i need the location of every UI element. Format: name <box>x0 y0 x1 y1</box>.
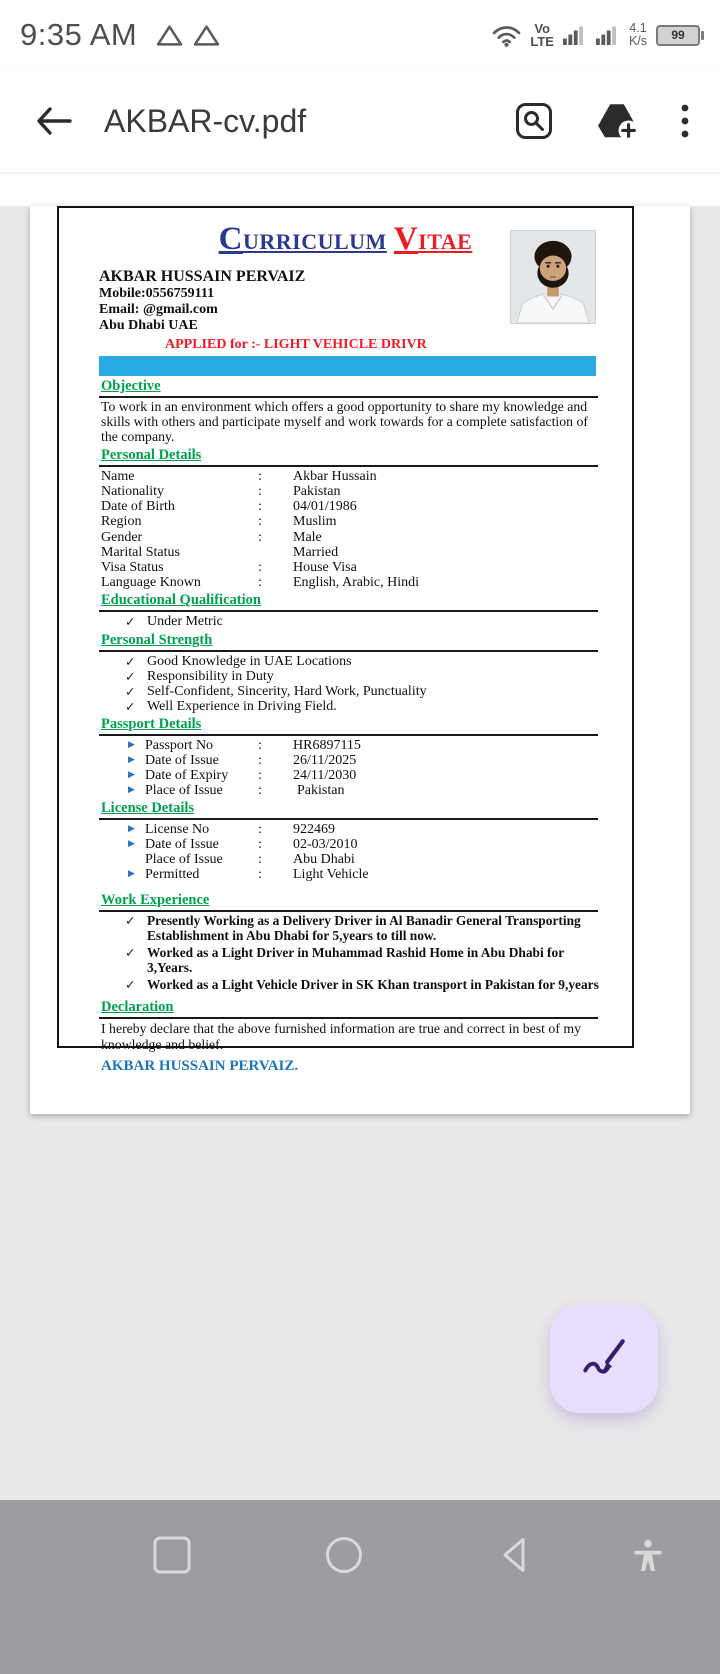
section-rule <box>99 734 598 736</box>
detail-colon: : <box>258 483 262 499</box>
detail-label: Date of Expiry <box>145 768 229 784</box>
section-heading-license: License Details <box>101 800 195 817</box>
work-experience-item <box>125 946 602 976</box>
back-button[interactable] <box>30 100 78 142</box>
detail-label: Date of Issue <box>145 753 219 769</box>
license-row <box>128 837 632 852</box>
applicant-email: Email: @gmail.com <box>99 302 218 317</box>
signal-strength-icon <box>596 25 620 45</box>
network-speed-value: 4.1 <box>629 21 647 36</box>
detail-colon: : <box>258 468 262 484</box>
status-bar <box>0 0 720 70</box>
detail-label: Marital Status <box>101 544 180 560</box>
work-experience-item <box>125 978 602 993</box>
detail-value: English, Arabic, Hindi <box>293 575 419 591</box>
page-title: AKBAR-cv.pdf <box>104 102 307 139</box>
add-to-drive-button[interactable] <box>592 97 642 145</box>
three-dots-icon <box>680 102 690 140</box>
passport-row <box>128 783 632 798</box>
detail-label: Language Known <box>101 575 201 591</box>
detail-colon: : <box>258 768 262 784</box>
arrow-bullet-icon: ▶ <box>128 839 135 850</box>
cv-title-initial-v: V <box>393 221 419 257</box>
detail-colon: : <box>258 514 262 530</box>
objective-text: To work in an environment which offers a good opportunity to share my knowledge and skills with others and participate myself and work towards for a complete satisfaction of the company. <box>101 399 588 444</box>
license-row <box>128 852 632 867</box>
detail-value: Pakistan <box>297 783 345 799</box>
strength-text: Good Knowledge in UAE Locations <box>147 653 352 669</box>
back-arrow-icon <box>34 104 74 138</box>
volte-line2: LTE <box>530 34 554 49</box>
strength-item <box>125 654 632 669</box>
navigation-bar <box>0 1500 720 1674</box>
detail-label: Region <box>101 514 142 530</box>
detail-colon: : <box>258 575 262 591</box>
check-bullet-icon: ✓ <box>125 683 136 699</box>
network-speed-unit: K/s <box>628 34 647 48</box>
detail-colon: : <box>258 529 262 545</box>
detail-label: Date of Issue <box>145 837 219 853</box>
arrow-bullet-icon: ▶ <box>128 740 135 751</box>
section-heading-work-experience: Work Experience <box>101 892 210 909</box>
applicant-mobile: Mobile:0556759111 <box>99 286 215 301</box>
detail-value: 26/11/2025 <box>293 753 357 769</box>
pdf-page <box>30 206 690 1114</box>
recents-button[interactable] <box>150 1533 194 1577</box>
passport-row <box>128 768 632 783</box>
detail-colon: : <box>258 559 262 575</box>
detail-label: Nationality <box>101 483 164 499</box>
check-bullet-icon: ✓ <box>125 614 136 630</box>
network-speed-indicator <box>629 22 647 48</box>
arrow-bullet-icon: ▶ <box>128 869 135 880</box>
check-bullet-icon: ✓ <box>125 653 136 669</box>
arrow-bullet-icon: ▶ <box>128 824 135 835</box>
applied-for-line: APPLIED for :- LIGHT VEHICLE DRIVR <box>165 337 427 352</box>
detail-label: Place of Issue <box>145 783 223 799</box>
highlight-bar <box>99 356 596 376</box>
signature-name: AKBAR HUSSAIN PERVAIZ. <box>101 1058 299 1075</box>
strength-text: Responsibility in Duty <box>147 668 274 684</box>
section-rule <box>99 396 598 398</box>
detail-colon: : <box>258 837 262 853</box>
detail-value: 24/11/2030 <box>293 768 357 784</box>
find-in-document-button[interactable] <box>510 97 558 145</box>
accessibility-button[interactable] <box>628 1536 668 1576</box>
detail-value: Pakistan <box>293 483 341 499</box>
detail-colon: : <box>258 499 262 515</box>
check-bullet-icon: ✓ <box>125 976 136 992</box>
detail-colon: : <box>258 753 262 769</box>
license-row <box>128 867 632 882</box>
clock: 9:35 AM <box>20 17 138 52</box>
work-experience-text: Worked as a Light Vehicle Driver in SK Khan transport in Pakistan for 9,years <box>147 976 599 992</box>
detail-value: Akbar Hussain <box>293 468 377 484</box>
check-bullet-icon: ✓ <box>125 944 136 960</box>
section-heading-personal-details: Personal Details <box>101 446 202 463</box>
section-heading-education: Educational Qualification <box>101 592 261 609</box>
personal-detail-row <box>101 530 632 545</box>
detail-value: Male <box>293 529 322 545</box>
arrow-bullet-icon: ▶ <box>128 770 135 781</box>
detail-colon: : <box>258 867 262 883</box>
detail-label: Visa Status <box>101 559 164 575</box>
cv-title-curriculum: URRICULUM <box>243 229 387 254</box>
cv-border-frame <box>57 206 634 1075</box>
detail-value: HR6897115 <box>293 738 361 754</box>
battery-icon <box>656 25 704 46</box>
find-in-page-icon <box>514 101 554 141</box>
passport-row <box>128 738 632 753</box>
notification-icon <box>193 23 220 48</box>
detail-value: House Visa <box>293 559 357 575</box>
check-bullet-icon: ✓ <box>125 668 136 684</box>
detail-value: Light Vehicle <box>293 867 369 883</box>
section-heading-passport: Passport Details <box>101 716 202 733</box>
volte-line1: Vo <box>534 20 550 36</box>
applicant-name: AKBAR HUSSAIN PERVAIZ <box>99 268 306 285</box>
check-bullet-icon: ✓ <box>125 699 136 715</box>
section-heading-declaration: Declaration <box>101 999 174 1016</box>
personal-detail-row <box>101 575 632 590</box>
detail-value: 04/01/1986 <box>293 499 357 515</box>
section-heading-personal-strength: Personal Strength <box>101 631 213 648</box>
section-rule <box>99 910 598 912</box>
passport-row <box>128 753 632 768</box>
personal-detail-row <box>101 484 632 499</box>
detail-colon: : <box>258 738 262 754</box>
signal-strength-icon <box>563 25 587 45</box>
detail-label: Date of Birth <box>101 499 175 515</box>
detail-value: Muslim <box>293 514 337 530</box>
section-heading-objective: Objective <box>101 378 161 394</box>
declaration-text: I hereby declare that the above furnished information are true and correct in best of my knowledge and belief. <box>101 1021 582 1052</box>
personal-detail-row <box>101 469 632 484</box>
section-rule <box>99 465 598 467</box>
detail-colon <box>258 545 293 560</box>
detail-label: License No <box>145 822 210 838</box>
section-rule <box>99 818 598 820</box>
detail-colon: : <box>258 822 262 838</box>
section-rule <box>99 1017 598 1019</box>
strength-text: Well Experience in Driving Field. <box>147 699 337 715</box>
strength-text: Self-Confident, Sincerity, Hard Work, Punctuality <box>147 683 427 699</box>
detail-label: Gender <box>101 529 143 545</box>
strength-item <box>125 684 632 699</box>
back-nav-button[interactable] <box>494 1533 538 1577</box>
cv-title-initial-c: C <box>218 221 243 257</box>
overflow-menu-button[interactable] <box>676 98 694 144</box>
detail-value: Married <box>293 544 339 560</box>
annotate-fab[interactable] <box>550 1305 658 1413</box>
detail-value: Abu Dhabi <box>293 852 355 868</box>
strength-item <box>125 699 632 714</box>
applicant-photo <box>510 230 596 324</box>
add-to-drive-icon <box>596 101 638 141</box>
home-button[interactable] <box>322 1533 366 1577</box>
wifi-icon <box>492 24 521 47</box>
personal-detail-row <box>101 545 632 560</box>
battery-nub <box>701 31 704 40</box>
app-header <box>0 70 720 172</box>
detail-value: 02-03/2010 <box>293 837 358 853</box>
work-experience-text: Worked as a Light Driver in Muhammad Rashid Home in Abu Dhabi for 3,Years. <box>147 944 564 975</box>
applicant-location: Abu Dhabi UAE <box>99 318 198 333</box>
detail-colon: : <box>258 852 262 868</box>
signature-pen-icon <box>577 1332 631 1386</box>
detail-label: Name <box>101 468 135 484</box>
strength-item <box>125 669 632 684</box>
detail-label: Passport No <box>145 738 214 754</box>
battery-percent: 99 <box>671 28 685 42</box>
work-experience-item <box>125 914 602 944</box>
check-bullet-icon: ✓ <box>125 913 136 929</box>
cv-document <box>59 208 632 1075</box>
section-rule <box>99 610 598 612</box>
notification-icon <box>156 23 183 48</box>
education-text: Under Metric <box>147 614 223 630</box>
arrow-bullet-icon: ▶ <box>128 755 135 766</box>
detail-value: 922469 <box>293 822 335 838</box>
work-experience-text: Presently Working as a Delivery Driver in Al Banadir General Transporting Establishment in Abu Dhabi for 5,years to till now. <box>147 913 581 944</box>
personal-detail-row <box>101 499 632 514</box>
license-row <box>128 822 632 837</box>
education-item <box>125 614 632 629</box>
section-rule <box>99 650 598 652</box>
personal-detail-row <box>101 514 632 529</box>
detail-colon: : <box>258 783 262 799</box>
cv-title-vitae: ITAE <box>418 229 473 254</box>
volte-indicator <box>530 22 554 49</box>
detail-label: Permitted <box>145 867 200 883</box>
detail-label: Place of Issue <box>145 852 223 868</box>
personal-detail-row <box>101 560 632 575</box>
arrow-bullet-icon: ▶ <box>128 785 135 796</box>
